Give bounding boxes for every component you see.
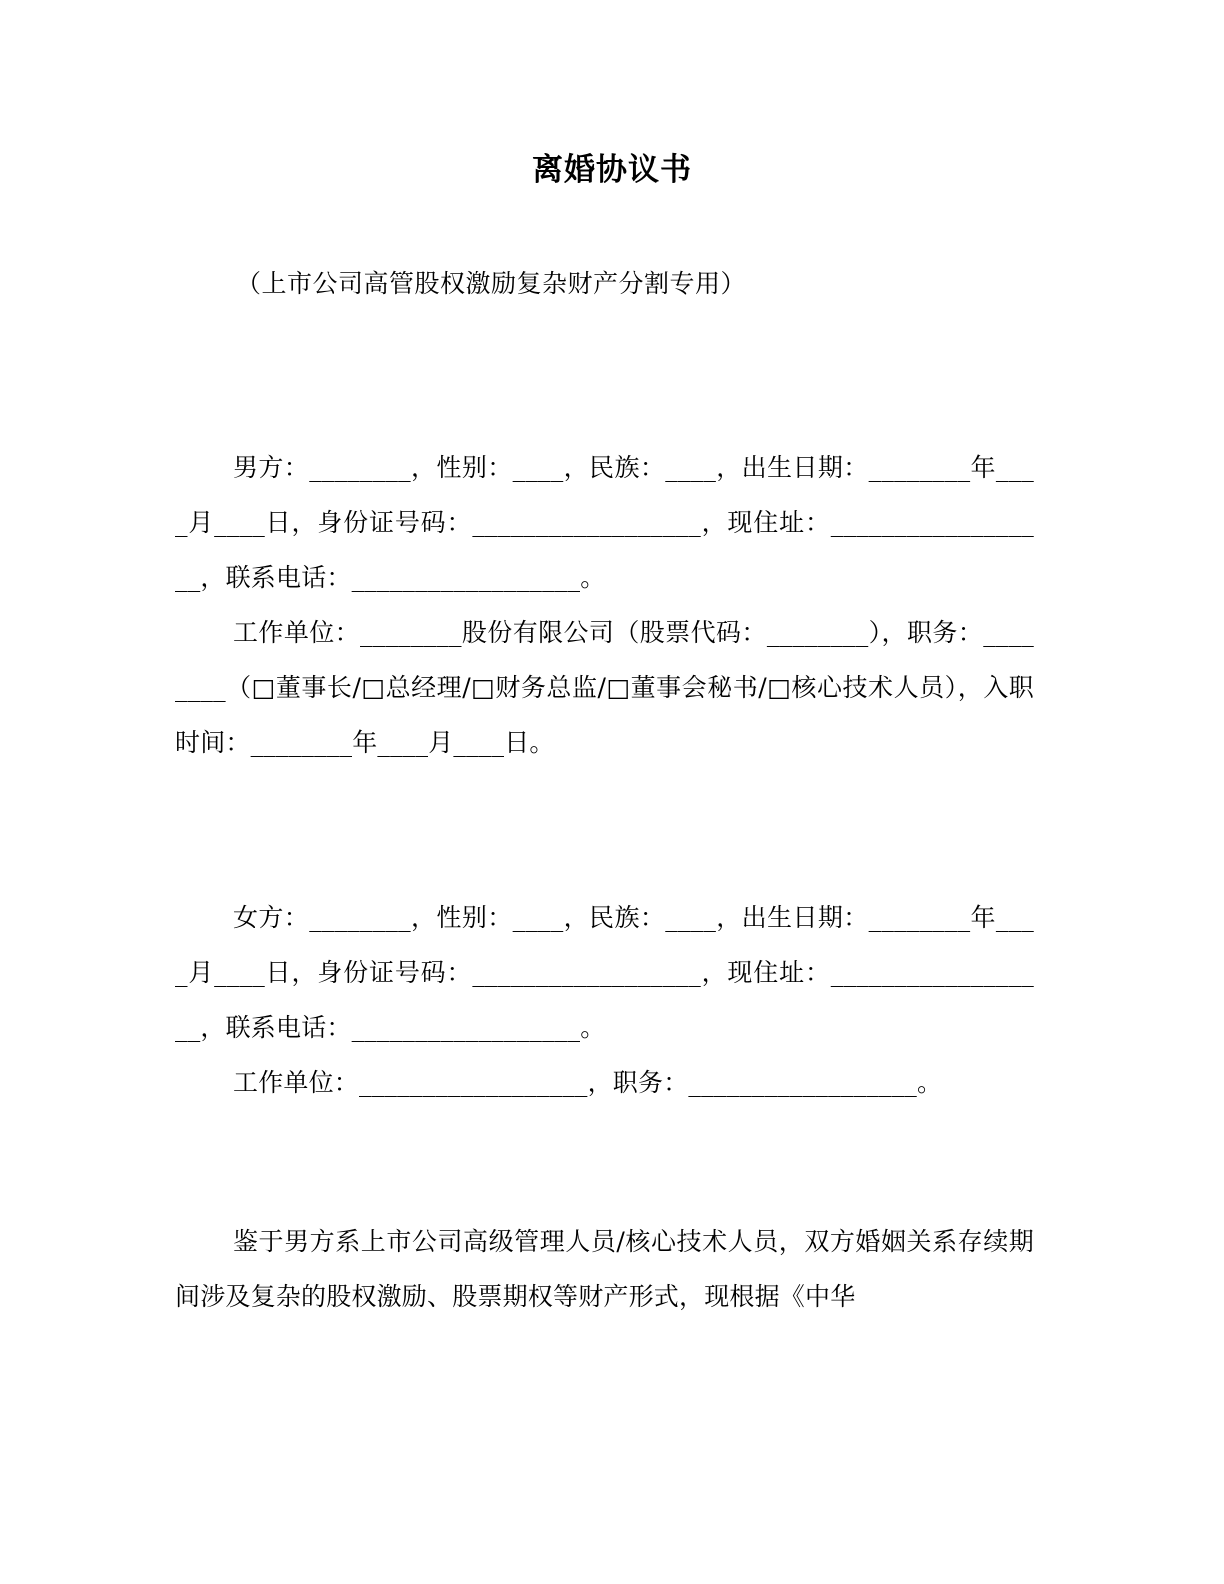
spacer-after-subtitle (0, 304, 1224, 440)
husband-identity-paragraph: 男方：________，性别：____，民族：____，出生日期：________年____月____日，身份证号码：__________________，现住址：__________________，联系电话：__________________。 (175, 453, 1034, 592)
spacer-before-recital (175, 1110, 1034, 1214)
document-subtitle: （上市公司高管股权激励复杂财产分割专用） (236, 269, 747, 298)
wife-employment-paragraph: 工作单位：__________________，职务：__________________。 (233, 1068, 943, 1097)
wife-identity-paragraph: 女方：________，性别：____，民族：____，出生日期：________年____月____日，身份证号码：__________________，现住址：__________________，联系电话：__________________。 (175, 903, 1034, 1042)
recital-paragraph: 鉴于男方系上市公司高级管理人员/核心技术人员，双方婚姻关系存续期间涉及复杂的股权激励、股票期权等财产形式，现根据《中华 (175, 1227, 1034, 1311)
document-body (0, 440, 1224, 1324)
husband-employment-paragraph: 工作单位：________股份有限公司（股票代码：________），职务：________（□董事长/□总经理/□财务总监/□董事会秘书/□核心技术人员），入职时间：________年____月____日。 (175, 618, 1034, 757)
spacer-between-parties (175, 770, 1034, 890)
page-title: 离婚协议书 (532, 152, 692, 188)
